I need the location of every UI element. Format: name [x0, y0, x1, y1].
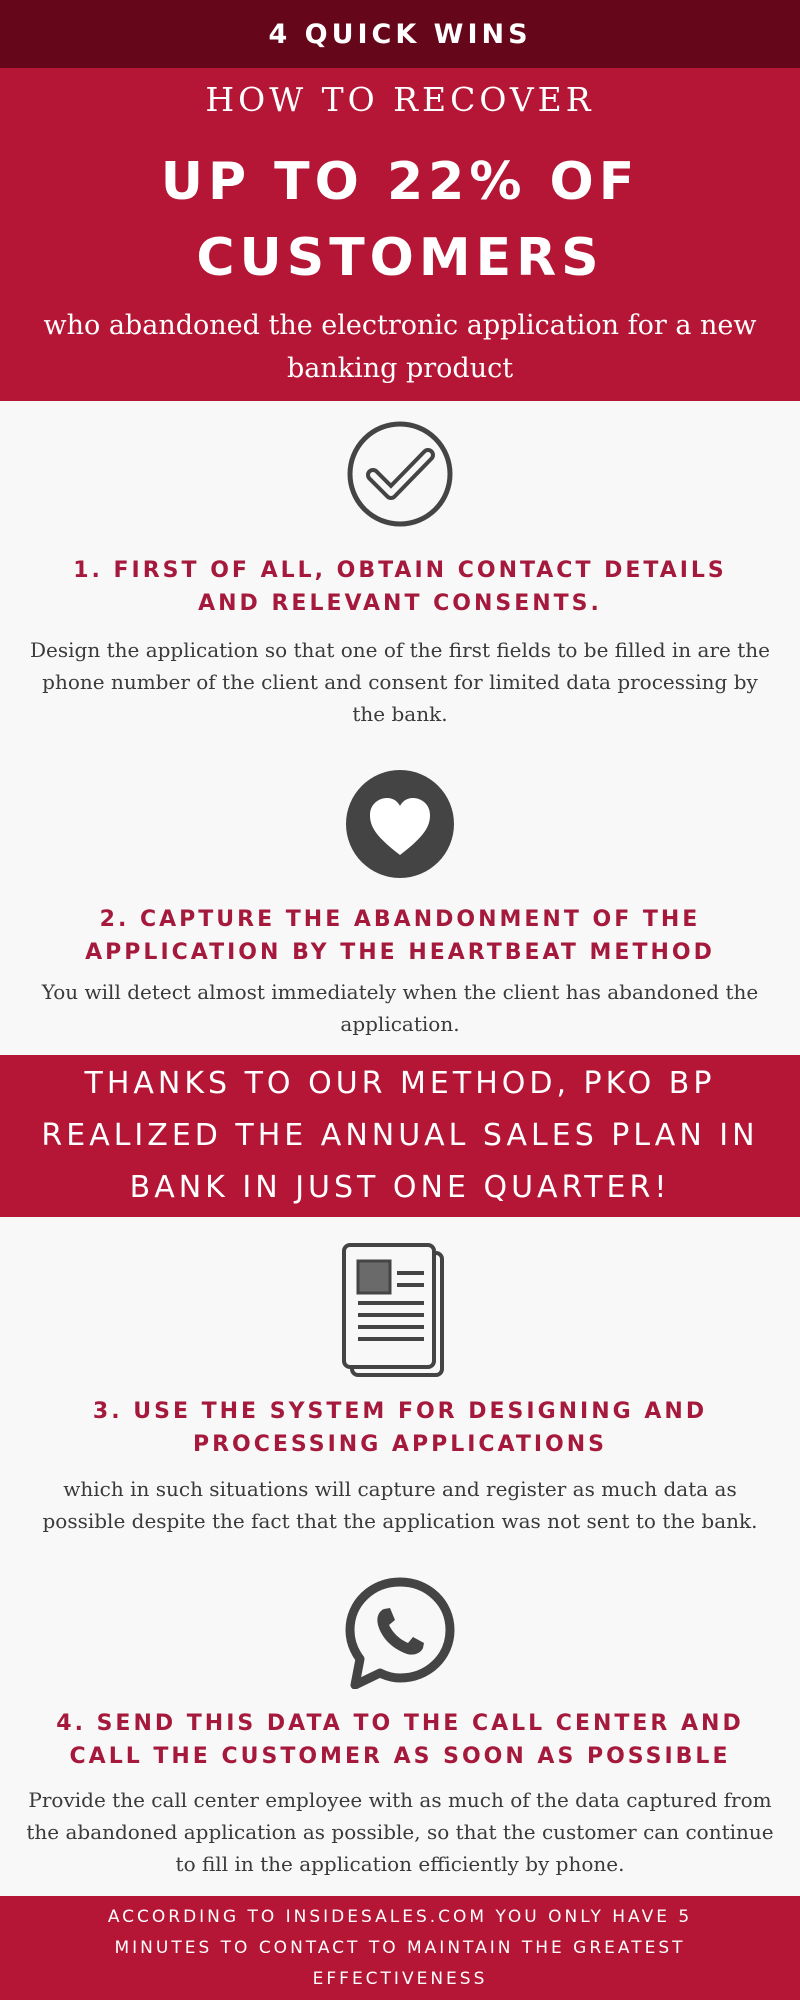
step-4: [0, 1577, 800, 1896]
heart-icon: [335, 768, 465, 880]
top-band-label: 4 QUICK WINS: [268, 18, 532, 50]
step-2: [0, 760, 800, 1055]
step-1-title: 1. FIRST OF ALL, OBTAIN CONTACT DETAILS AND RELEVANT CONSENTS.: [73, 558, 727, 616]
check-circle-icon: [335, 419, 465, 529]
document-icon: [335, 1243, 465, 1378]
whatsapp-phone-icon: [335, 1577, 465, 1689]
step-1-body: Design the application so that one of the first fields to be filled in are the phone number of the client and consent for limited data processing by the bank.: [30, 638, 770, 726]
top-band: [0, 0, 800, 68]
hero-kicker: HOW TO RECOVER: [205, 80, 595, 119]
step-3-title: 3. USE THE SYSTEM FOR DESIGNING AND PROCESSING APPLICATIONS: [92, 1399, 708, 1457]
hero-subtitle: who abandoned the electronic application for a new banking product: [43, 310, 757, 384]
hero-section: [0, 68, 800, 401]
hero-headline: UP TO 22% OF CUSTOMERS: [160, 152, 640, 288]
footer-band: [0, 1896, 800, 2000]
step-1: [0, 401, 800, 741]
step-3: [0, 1217, 800, 1577]
step-4-title: 4. SEND THIS DATA TO THE CALL CENTER AND CALL THE CUSTOMER AS SOON AS POSSIBLE: [56, 1711, 744, 1769]
highlight-banner: [0, 1055, 800, 1217]
step-3-body: which in such situations will capture and register as much data as possible despite the fact that the application was not sent to the bank.: [42, 1477, 758, 1533]
footer-text: ACCORDING TO INSIDESALES.COM YOU ONLY HAVE 5 MINUTES TO CONTACT TO MAINTAIN THE GREATEST EFFECTIVENESS: [107, 1906, 693, 1989]
step-2-title: 2. CAPTURE THE ABANDONMENT OF THE APPLICATION BY THE HEARTBEAT METHOD: [85, 907, 715, 965]
highlight-banner-text: THANKS TO OUR METHOD, PKO BP REALIZED THE ANNUAL SALES PLAN IN BANK IN JUST ONE QUARTER!: [41, 1066, 759, 1205]
step-4-body: Provide the call center employee with as much of the data captured from the abandoned application as possible, so that the customer can continue to fill in the application efficiently by phone.: [26, 1788, 774, 1876]
step-2-body: You will detect almost immediately when the client has abandoned the application.: [41, 980, 759, 1036]
